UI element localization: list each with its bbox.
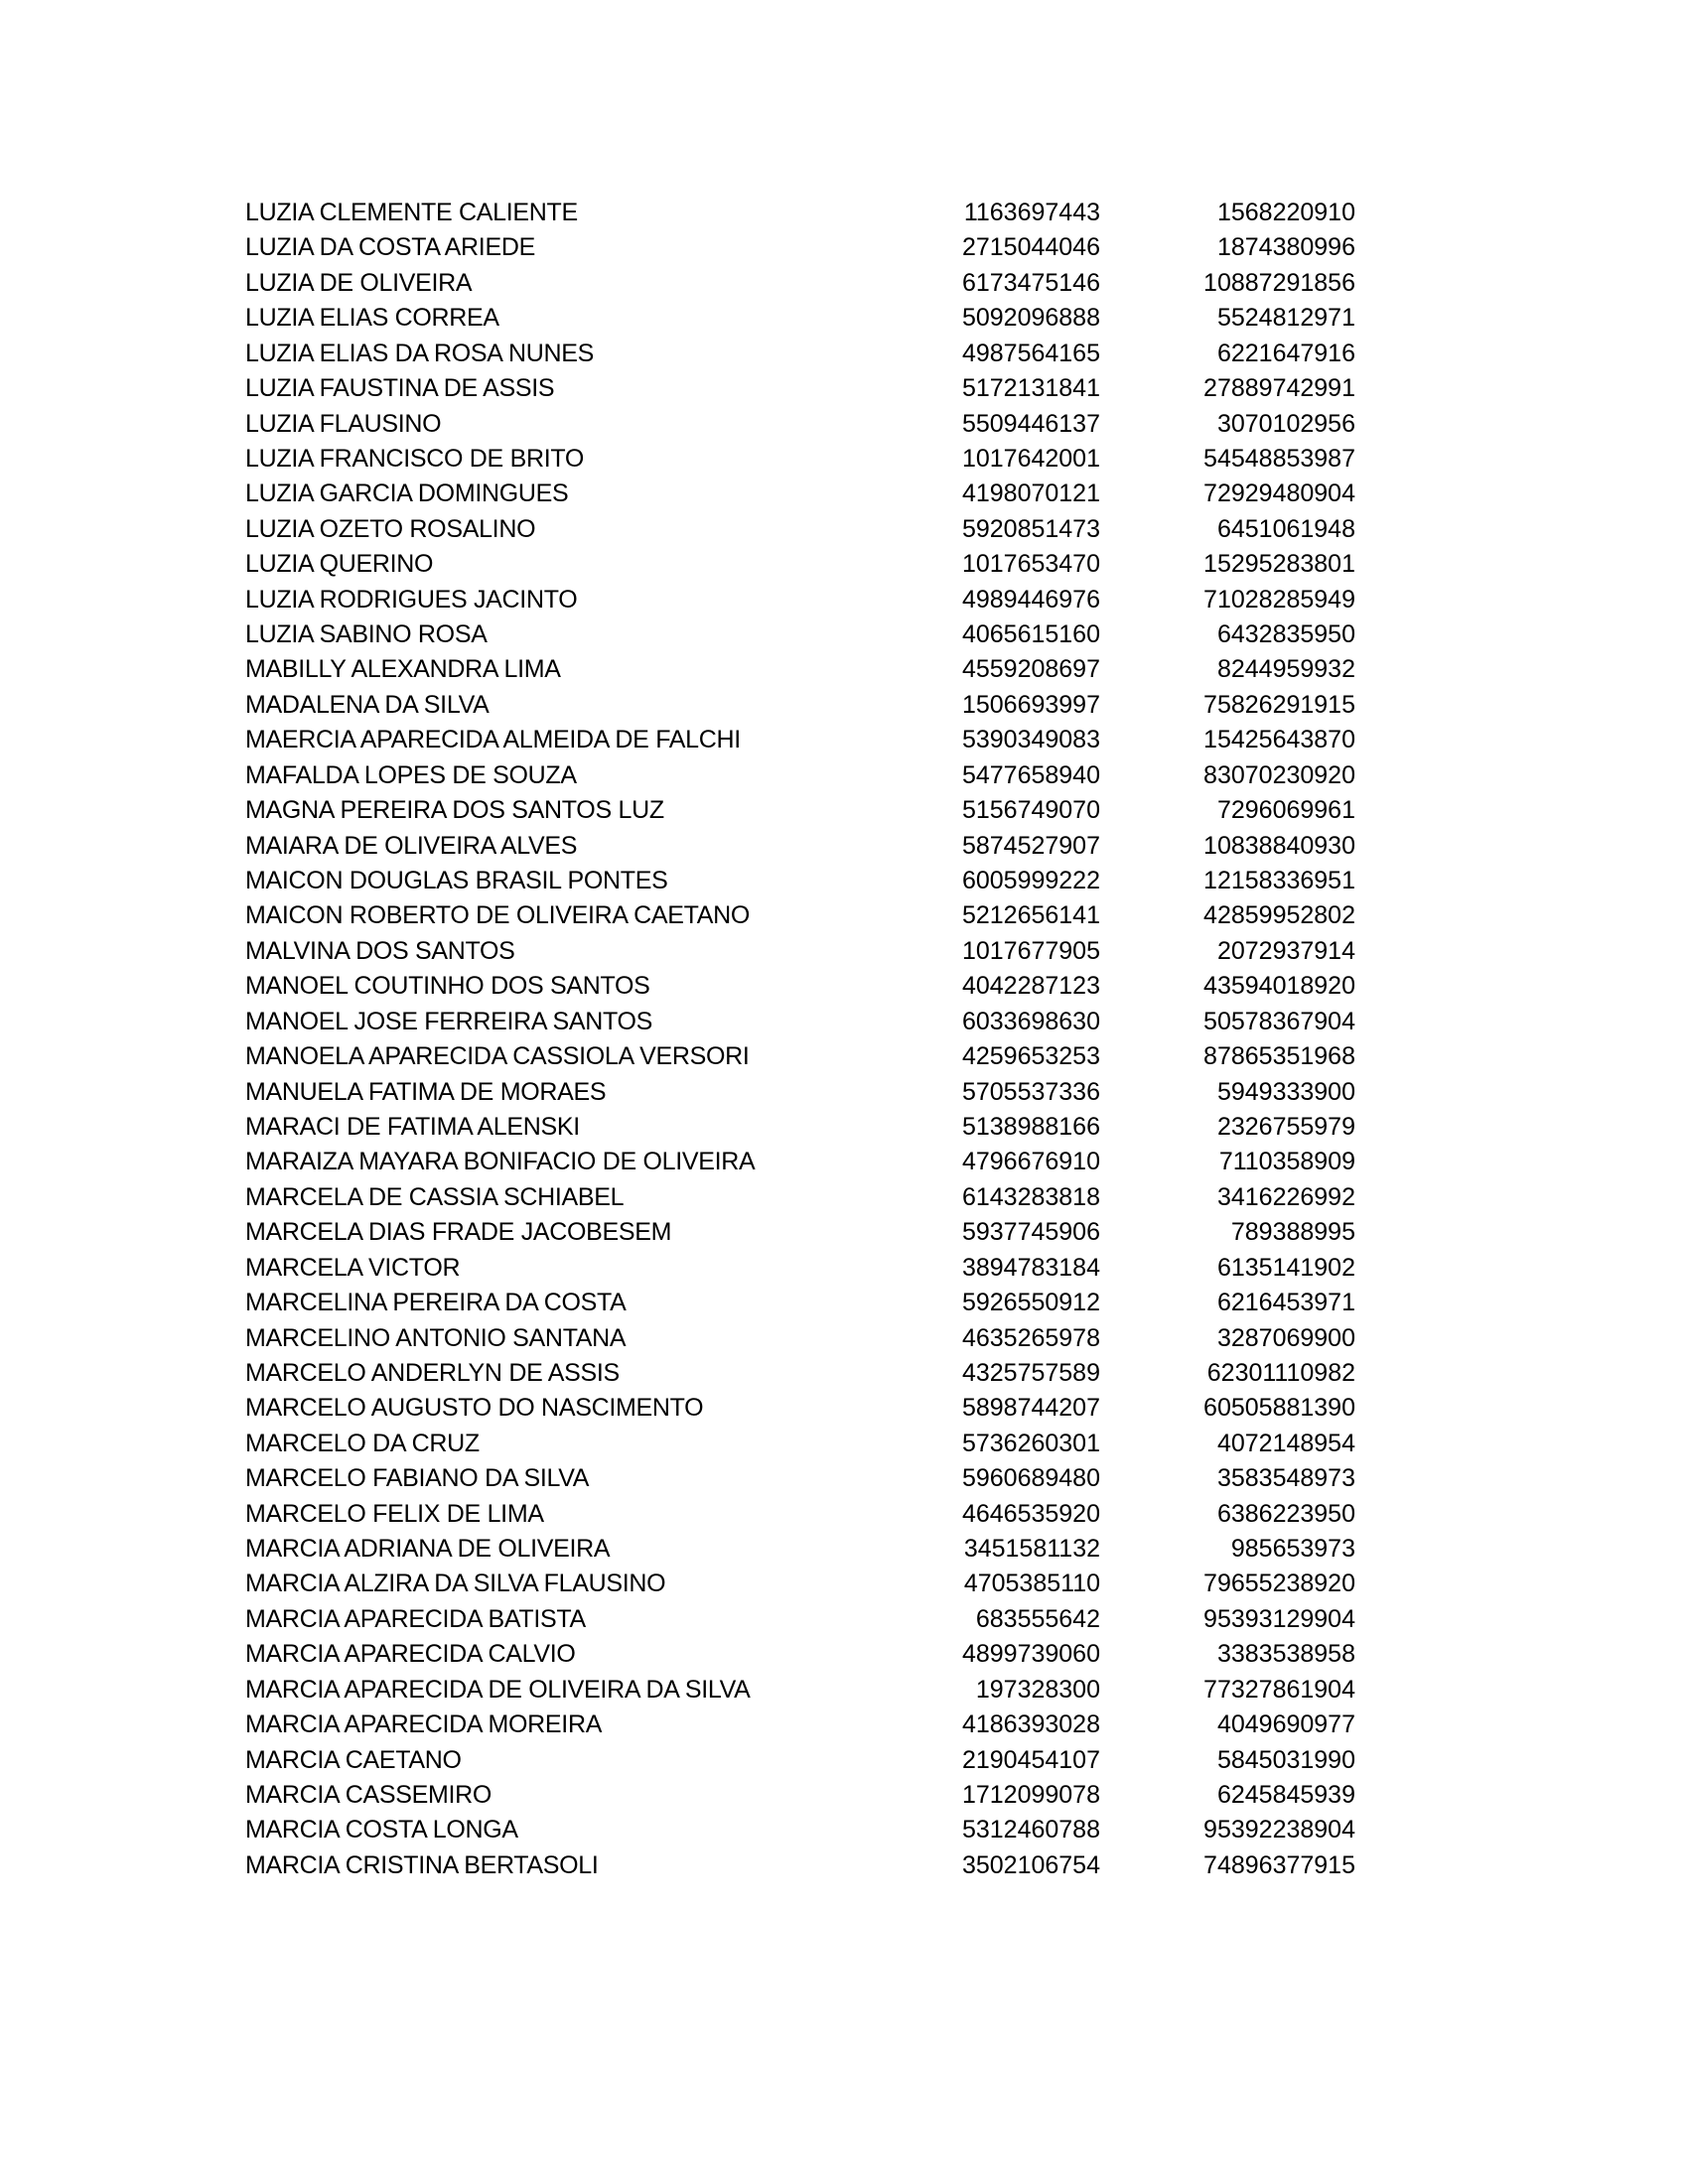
number-column-1: 5920851473: [961, 514, 1100, 543]
list-row: [245, 1075, 1355, 1110]
number-column-2: 87865351968: [1203, 1042, 1355, 1071]
number-column-2: 42859952802: [1203, 901, 1355, 930]
person-name: LUZIA FRANCISCO DE BRITO: [245, 444, 585, 473]
number-column-1: 4899739060: [961, 1640, 1100, 1669]
number-column-1: 4325757589: [961, 1358, 1100, 1387]
number-column-1: 4987564165: [961, 339, 1100, 367]
person-name: MABILLY ALEXANDRA LIMA: [245, 655, 561, 684]
list-row: [245, 547, 1355, 582]
number-column-2: 10838840930: [1203, 831, 1355, 860]
number-column-1: 4635265978: [961, 1323, 1100, 1352]
list-row: [245, 1356, 1355, 1391]
number-column-2: 6432835950: [1216, 620, 1355, 649]
person-name: MARCELO AUGUSTO DO NASCIMENTO: [245, 1394, 704, 1423]
number-column-2: 6221647916: [1216, 339, 1355, 367]
person-name: MARCIA CAETANO: [245, 1745, 462, 1774]
list-row: [245, 1461, 1355, 1496]
list-row: [245, 898, 1355, 933]
number-column-1: 6033698630: [961, 1007, 1100, 1035]
person-name: LUZIA GARCIA DOMINGUES: [245, 479, 569, 508]
list-row: [245, 442, 1355, 477]
list-row: [245, 688, 1355, 723]
list-row: [245, 196, 1355, 230]
number-column-2: 6216453971: [1216, 1289, 1355, 1317]
number-column-1: 4065615160: [961, 620, 1100, 649]
number-column-1: 4198070121: [961, 479, 1100, 508]
person-name: LUZIA OZETO ROSALINO: [245, 514, 536, 543]
number-column-1: 4559208697: [961, 655, 1100, 684]
number-column-2: 6135141902: [1216, 1253, 1355, 1282]
number-column-1: 5390349083: [961, 726, 1100, 754]
number-column-2: 6245845939: [1216, 1780, 1355, 1809]
person-name: MANUELA FATIMA DE MORAES: [245, 1077, 607, 1106]
number-column-1: 2190454107: [961, 1745, 1100, 1774]
number-column-2: 95392238904: [1203, 1816, 1355, 1844]
person-name: MARCELA DIAS FRADE JACOBESEM: [245, 1218, 672, 1247]
number-column-1: 1017653470: [961, 550, 1100, 579]
list-row: [245, 1637, 1355, 1672]
list-row: [245, 1567, 1355, 1601]
number-column-1: 5138988166: [961, 1112, 1100, 1141]
number-column-2: 5845031990: [1216, 1745, 1355, 1774]
number-column-1: 5212656141: [961, 901, 1100, 930]
number-column-1: 3502106754: [961, 1850, 1100, 1879]
number-column-2: 3287069900: [1216, 1323, 1355, 1352]
person-name: MARCIA APARECIDA CALVIO: [245, 1640, 576, 1669]
number-column-1: 5960689480: [961, 1464, 1100, 1493]
list-row: [245, 1602, 1355, 1637]
person-name: MANOEL JOSE FERREIRA SANTOS: [245, 1007, 653, 1035]
list-row: [245, 337, 1355, 371]
number-column-2: 7296069961: [1216, 796, 1355, 825]
number-column-1: 1163697443: [963, 199, 1100, 226]
person-name: LUZIA ELIAS DA ROSA NUNES: [245, 339, 594, 367]
person-name: LUZIA DE OLIVEIRA: [245, 268, 473, 297]
person-name: MANOEL COUTINHO DOS SANTOS: [245, 972, 650, 1001]
person-name: MARCELA VICTOR: [245, 1253, 461, 1282]
person-name: MARACI DE FATIMA ALENSKI: [245, 1112, 580, 1141]
number-column-2: 3383538958: [1216, 1640, 1355, 1669]
list-row: [245, 1145, 1355, 1179]
number-column-2: 789388995: [1230, 1218, 1355, 1247]
person-name: LUZIA CLEMENTE CALIENTE: [245, 199, 578, 226]
person-name: MAICON DOUGLAS BRASIL PONTES: [245, 867, 668, 895]
list-row: [245, 1743, 1355, 1778]
list-row: [245, 1039, 1355, 1074]
number-column-2: 7110358909: [1218, 1148, 1355, 1176]
number-column-2: 6386223950: [1216, 1499, 1355, 1528]
number-column-1: 4989446976: [961, 585, 1100, 614]
number-column-2: 60505881390: [1203, 1394, 1355, 1423]
list-row: [245, 1321, 1355, 1356]
number-column-1: 5509446137: [961, 409, 1100, 438]
number-column-2: 15295283801: [1203, 550, 1355, 579]
person-name: MARCIA CASSEMIRO: [245, 1780, 492, 1809]
number-column-2: 15425643870: [1203, 726, 1355, 754]
person-name: MARCIA ALZIRA DA SILVA FLAUSINO: [245, 1570, 666, 1598]
number-column-1: 197328300: [975, 1675, 1100, 1704]
person-name: MAIARA DE OLIVEIRA ALVES: [245, 831, 578, 860]
number-column-2: 72929480904: [1203, 479, 1355, 508]
person-name: MARCELA DE CASSIA SCHIABEL: [245, 1182, 625, 1211]
number-column-2: 79655238920: [1203, 1570, 1355, 1598]
number-column-2: 74896377915: [1203, 1850, 1355, 1879]
number-column-1: 683555642: [975, 1604, 1100, 1633]
person-name: MADALENA DA SILVA: [245, 690, 490, 719]
number-column-1: 5705537336: [961, 1077, 1100, 1106]
number-column-2: 4049690977: [1216, 1710, 1355, 1739]
list-row: [245, 1813, 1355, 1847]
list-row: [245, 864, 1355, 898]
person-name: MAFALDA LOPES DE SOUZA: [245, 760, 577, 789]
list-row: [245, 230, 1355, 265]
person-name: MARAIZA MAYARA BONIFACIO DE OLIVEIRA: [245, 1148, 756, 1176]
list-row: [245, 1110, 1355, 1145]
number-column-1: 3894783184: [961, 1253, 1100, 1282]
person-name: LUZIA DA COSTA ARIEDE: [245, 233, 535, 262]
number-column-2: 77327861904: [1203, 1675, 1355, 1704]
list-row: [245, 652, 1355, 687]
name-number-list: [245, 196, 1355, 1883]
person-name: LUZIA FAUSTINA DE ASSIS: [245, 374, 555, 403]
list-row: [245, 1778, 1355, 1813]
number-column-2: 1568220910: [1216, 199, 1355, 226]
person-name: MAGNA PEREIRA DOS SANTOS LUZ: [245, 796, 664, 825]
person-name: MAICON ROBERTO DE OLIVEIRA CAETANO: [245, 901, 750, 930]
person-name: MARCIA ADRIANA DE OLIVEIRA: [245, 1535, 611, 1564]
number-column-1: 6143283818: [961, 1182, 1100, 1211]
number-column-2: 71028285949: [1203, 585, 1355, 614]
number-column-1: 6173475146: [961, 268, 1100, 297]
list-row: [245, 1391, 1355, 1426]
person-name: LUZIA QUERINO: [245, 550, 434, 579]
number-column-1: 5477658940: [961, 760, 1100, 789]
list-row: [245, 1286, 1355, 1320]
number-column-1: 1017642001: [961, 444, 1100, 473]
person-name: LUZIA FLAUSINO: [245, 409, 442, 438]
number-column-2: 54548853987: [1203, 444, 1355, 473]
list-row: [245, 969, 1355, 1004]
number-column-2: 985653973: [1230, 1535, 1355, 1564]
list-row: [245, 1180, 1355, 1215]
list-row: [245, 617, 1355, 652]
number-column-2: 50578367904: [1203, 1007, 1355, 1035]
number-column-2: 12158336951: [1203, 867, 1355, 895]
number-column-2: 1874380996: [1216, 233, 1355, 262]
number-column-2: 5949333900: [1216, 1077, 1355, 1106]
person-name: MARCELINO ANTONIO SANTANA: [245, 1323, 627, 1352]
number-column-2: 3583548973: [1216, 1464, 1355, 1493]
list-row: [245, 1532, 1355, 1567]
number-column-1: 6005999222: [961, 867, 1100, 895]
person-name: LUZIA RODRIGUES JACINTO: [245, 585, 578, 614]
person-name: MARCELINA PEREIRA DA COSTA: [245, 1289, 627, 1317]
number-column-2: 62301110982: [1206, 1358, 1355, 1387]
person-name: MARCIA CRISTINA BERTASOLI: [245, 1850, 599, 1879]
person-name: MARCELO ANDERLYN DE ASSIS: [245, 1358, 620, 1387]
number-column-2: 27889742991: [1203, 374, 1355, 403]
list-row: [245, 1251, 1355, 1286]
person-name: MARCIA APARECIDA BATISTA: [245, 1604, 586, 1633]
number-column-1: 5156749070: [961, 796, 1100, 825]
number-column-1: 4042287123: [961, 972, 1100, 1001]
person-name: LUZIA SABINO ROSA: [245, 620, 488, 649]
list-row: [245, 1673, 1355, 1707]
number-column-1: 5172131841: [961, 374, 1100, 403]
number-column-2: 2326755979: [1216, 1112, 1355, 1141]
person-name: MARCELO DA CRUZ: [245, 1429, 480, 1457]
person-name: LUZIA ELIAS CORREA: [245, 304, 499, 333]
number-column-1: 1017677905: [961, 936, 1100, 965]
number-column-2: 10887291856: [1203, 268, 1355, 297]
list-row: [245, 477, 1355, 511]
number-column-1: 1506693997: [961, 690, 1100, 719]
list-row: [245, 1427, 1355, 1461]
list-row: [245, 1707, 1355, 1742]
number-column-1: 4705385110: [963, 1570, 1100, 1598]
number-column-1: 4646535920: [961, 1499, 1100, 1528]
number-column-1: 3451581132: [963, 1535, 1100, 1564]
person-name: MANOELA APARECIDA CASSIOLA VERSORI: [245, 1042, 750, 1071]
number-column-2: 5524812971: [1216, 304, 1355, 333]
person-name: MALVINA DOS SANTOS: [245, 936, 515, 965]
number-column-1: 2715044046: [961, 233, 1100, 262]
list-row: [245, 793, 1355, 828]
number-column-2: 83070230920: [1203, 760, 1355, 789]
list-row: [245, 512, 1355, 547]
number-column-1: 5736260301: [961, 1429, 1100, 1457]
number-column-2: 75826291915: [1203, 690, 1355, 719]
number-column-1: 4259653253: [961, 1042, 1100, 1071]
number-column-1: 5092096888: [961, 304, 1100, 333]
list-row: [245, 1215, 1355, 1250]
list-row: [245, 583, 1355, 617]
number-column-2: 95393129904: [1203, 1604, 1355, 1633]
number-column-1: 5874527907: [961, 831, 1100, 860]
person-name: MARCIA APARECIDA MOREIRA: [245, 1710, 603, 1739]
person-name: MARCIA APARECIDA DE OLIVEIRA DA SILVA: [245, 1675, 751, 1704]
number-column-2: 43594018920: [1203, 972, 1355, 1001]
number-column-2: 3070102956: [1216, 409, 1355, 438]
list-row: [245, 371, 1355, 406]
number-column-1: 5898744207: [961, 1394, 1100, 1423]
list-row: [245, 723, 1355, 757]
number-column-2: 6451061948: [1216, 514, 1355, 543]
person-name: MAERCIA APARECIDA ALMEIDA DE FALCHI: [245, 726, 741, 754]
number-column-2: 3416226992: [1216, 1182, 1355, 1211]
number-column-2: 8244959932: [1216, 655, 1355, 684]
list-row: [245, 266, 1355, 301]
list-row: [245, 407, 1355, 442]
number-column-1: 5926550912: [961, 1289, 1100, 1317]
list-row: [245, 934, 1355, 969]
list-row: [245, 1005, 1355, 1039]
list-row: [245, 1497, 1355, 1532]
person-name: MARCELO FELIX DE LIMA: [245, 1499, 544, 1528]
number-column-1: 5937745906: [961, 1218, 1100, 1247]
number-column-1: 4796676910: [961, 1148, 1100, 1176]
list-row: [245, 758, 1355, 793]
person-name: MARCIA COSTA LONGA: [245, 1816, 518, 1844]
number-column-2: 2072937914: [1216, 936, 1355, 965]
list-row: [245, 301, 1355, 336]
number-column-1: 1712099078: [961, 1780, 1100, 1809]
person-name: MARCELO FABIANO DA SILVA: [245, 1464, 590, 1493]
number-column-2: 4072148954: [1216, 1429, 1355, 1457]
number-column-1: 4186393028: [961, 1710, 1100, 1739]
list-row: [245, 829, 1355, 864]
number-column-1: 5312460788: [961, 1816, 1100, 1844]
list-row: [245, 1848, 1355, 1883]
